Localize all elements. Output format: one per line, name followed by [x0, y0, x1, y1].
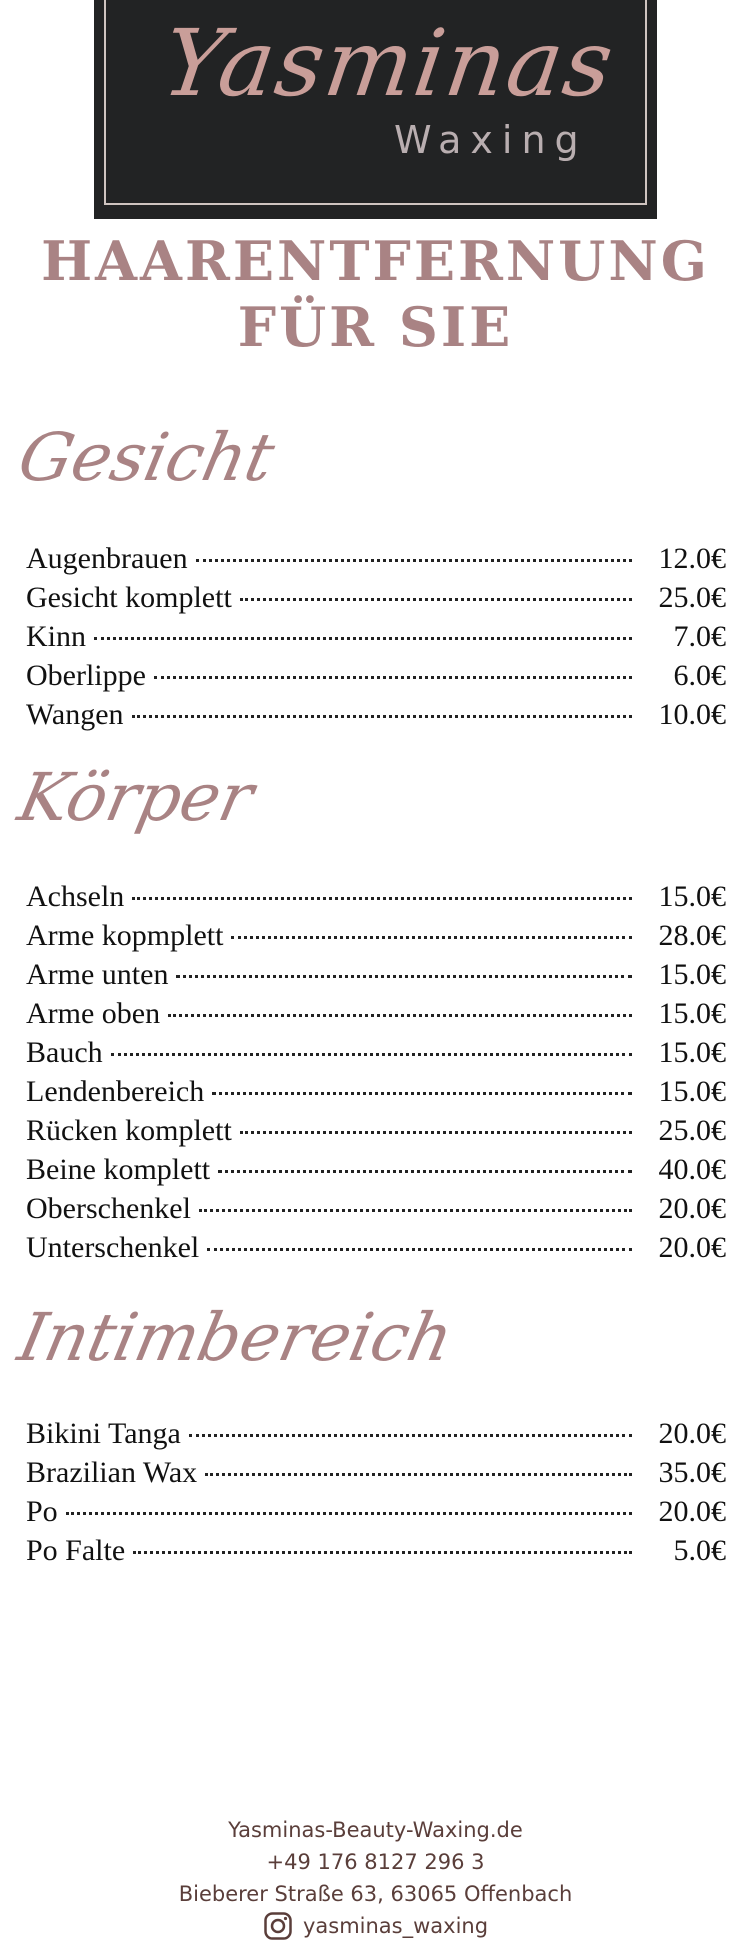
service-price: 20.0€ — [658, 1231, 726, 1264]
service-name: Unterschenkel — [26, 1231, 200, 1264]
leader-dots — [154, 676, 632, 679]
service-name: Arme unten — [26, 958, 169, 991]
price-list-koerper — [26, 880, 726, 1270]
service-price: 15.0€ — [658, 880, 726, 913]
service-name: Oberlippe — [26, 659, 146, 692]
price-row — [26, 1231, 726, 1270]
price-row — [26, 581, 726, 620]
service-name: Lendenbereich — [26, 1075, 205, 1108]
service-name: Brazilian Wax — [26, 1456, 198, 1489]
service-price: 10.0€ — [658, 698, 726, 731]
service-price: 40.0€ — [658, 1153, 726, 1186]
service-name: Po — [26, 1495, 58, 1528]
section-title-koerper: Körper — [11, 759, 260, 836]
page-title-line-2: FÜR SIE — [237, 295, 514, 359]
logo-subtitle: Waxing — [394, 118, 588, 162]
service-price: 25.0€ — [658, 1114, 726, 1147]
leader-dots — [133, 1551, 632, 1554]
service-price: 25.0€ — [658, 581, 726, 614]
service-price: 12.0€ — [658, 542, 726, 575]
logo — [94, 0, 657, 219]
service-name: Oberschenkel — [26, 1192, 191, 1225]
leader-dots — [205, 1473, 632, 1476]
service-price: 15.0€ — [658, 958, 726, 991]
service-name: Arme kopmplett — [26, 919, 224, 952]
price-row — [26, 1495, 726, 1534]
price-row — [26, 1075, 726, 1114]
service-price: 20.0€ — [658, 1192, 726, 1225]
service-name: Bauch — [26, 1036, 103, 1069]
logo-script-text: Yasminas — [156, 10, 622, 117]
service-price: 35.0€ — [658, 1456, 726, 1489]
price-row — [26, 659, 726, 698]
service-price: 20.0€ — [658, 1417, 726, 1450]
page-title-line-1: HAARENTFERNUNG — [41, 229, 710, 293]
service-name: Augenbrauen — [26, 542, 188, 575]
leader-dots — [199, 1209, 632, 1212]
price-list-gesicht — [26, 542, 726, 737]
price-row — [26, 1153, 726, 1192]
page-title — [0, 228, 751, 360]
service-name: Bikini Tanga — [26, 1417, 181, 1450]
price-row — [26, 958, 726, 997]
service-price: 20.0€ — [658, 1495, 726, 1528]
leader-dots — [111, 1053, 632, 1056]
leader-dots — [196, 559, 632, 562]
leader-dots — [94, 637, 632, 640]
price-row — [26, 620, 726, 659]
leader-dots — [240, 1131, 632, 1134]
service-name: Gesicht komplett — [26, 581, 232, 614]
leader-dots — [66, 1512, 632, 1515]
service-name: Beine komplett — [26, 1153, 211, 1186]
website-link[interactable]: Yasminas-Beauty-Waxing.de — [228, 1818, 523, 1842]
leader-dots — [176, 975, 632, 978]
price-row — [26, 880, 726, 919]
service-price: 5.0€ — [673, 1534, 726, 1567]
service-name: Arme oben — [26, 997, 161, 1030]
address: Bieberer Straße 63, 63065 Offenbach — [178, 1882, 573, 1906]
service-price: 6.0€ — [673, 659, 726, 692]
service-name: Po Falte — [26, 1534, 126, 1567]
service-price: 15.0€ — [658, 997, 726, 1030]
service-name: Rücken komplett — [26, 1114, 232, 1147]
leader-dots — [212, 1092, 632, 1095]
leader-dots — [168, 1014, 632, 1017]
instagram-icon — [263, 1911, 293, 1941]
service-name: Kinn — [26, 620, 86, 653]
footer-contact — [0, 1814, 751, 1950]
leader-dots — [132, 715, 632, 718]
service-price: 28.0€ — [658, 919, 726, 952]
price-row — [26, 919, 726, 958]
leader-dots — [132, 897, 632, 900]
price-row — [26, 1036, 726, 1075]
price-row — [26, 997, 726, 1036]
price-row — [26, 1114, 726, 1153]
leader-dots — [240, 598, 632, 601]
service-price: 15.0€ — [658, 1075, 726, 1108]
price-row — [26, 542, 726, 581]
price-list-intimbereich — [26, 1417, 726, 1573]
leader-dots — [207, 1248, 632, 1251]
price-row — [26, 1534, 726, 1573]
instagram-handle[interactable]: yasminas_waxing — [302, 1914, 489, 1938]
section-title-intimbereich: Intimbereich — [11, 1299, 460, 1376]
price-row — [26, 1417, 726, 1456]
instagram-handle-row[interactable] — [263, 1910, 488, 1942]
service-price: 15.0€ — [658, 1036, 726, 1069]
price-row — [26, 1192, 726, 1231]
section-title-gesicht: Gesicht — [11, 419, 282, 496]
price-row — [26, 1456, 726, 1495]
leader-dots — [231, 936, 632, 939]
service-price: 7.0€ — [673, 620, 726, 653]
price-row — [26, 698, 726, 737]
leader-dots — [189, 1434, 632, 1437]
leader-dots — [218, 1170, 632, 1173]
service-name: Achseln — [26, 880, 125, 913]
phone-number[interactable]: +49 176 8127 296 3 — [266, 1850, 485, 1874]
service-name: Wangen — [26, 698, 124, 731]
